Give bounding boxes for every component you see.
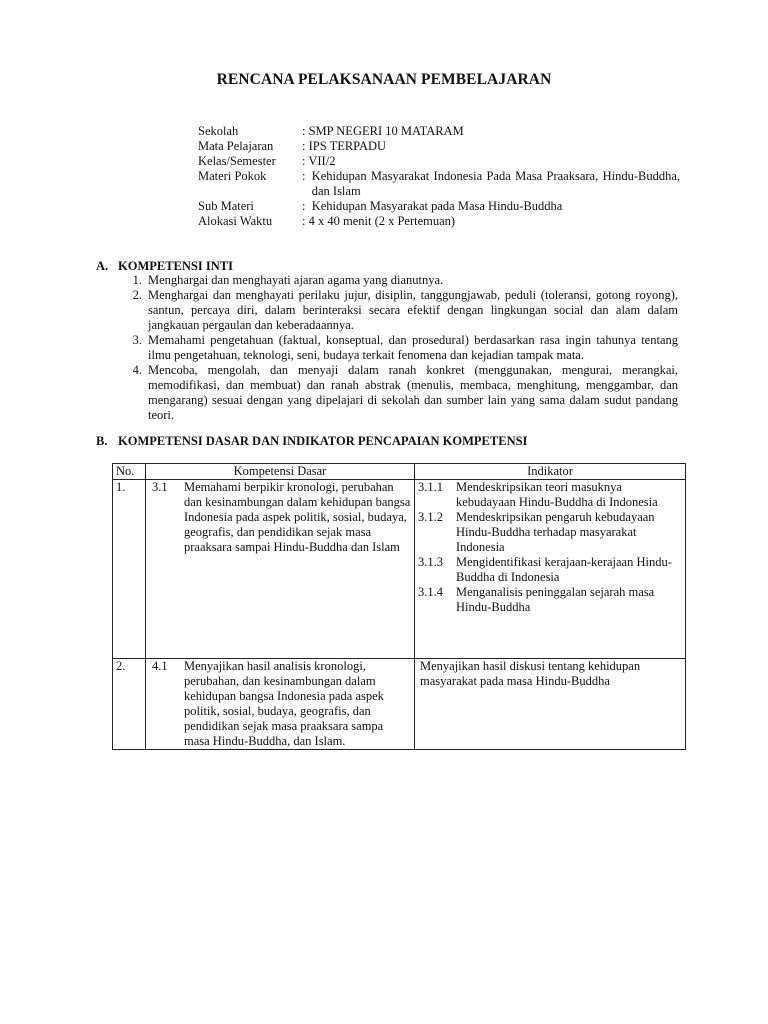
section-b-heading <box>96 434 527 449</box>
row-number: 2. <box>113 659 146 750</box>
info-block <box>198 124 680 229</box>
list-number: 4. <box>132 363 142 377</box>
indicator-text: Menganalisis peninggalan sejarah masa Hindu-Buddha <box>456 585 655 614</box>
info-separator: : <box>302 199 312 213</box>
list-text: Mencoba, mengolah, dan menyaji dalam ranah konkret (menggunakan, mengurai, merangkai, memodifikasi, dan membuat) dan ranah abstrak (menulis, membaca, menghitung, menggambar, dan mengarang) sesuai dengan yang dipelajari di sekolah dan sumber lain yang sama dalam sudut pandang teori. <box>148 363 678 422</box>
indicator-text: Mendeskripsikan teori masuknya kebudayaan Hindu-Buddha di Indonesia <box>456 480 658 509</box>
info-row-mata-pelajaran <box>198 139 680 154</box>
section-letter: A. <box>96 259 109 273</box>
list-number: 3. <box>132 333 142 347</box>
indicator-text: Mengidentifikasi kerajaan-kerajaan Hindu-Buddha di Indonesia <box>456 555 672 584</box>
kompetensi-table <box>112 463 686 750</box>
kompetensi-dasar-cell <box>146 659 415 750</box>
info-label: Kelas/Semester <box>198 154 276 168</box>
list-text: Menghargai dan menghayati ajaran agama yang dianutnya. <box>148 273 444 287</box>
list-item <box>96 363 678 423</box>
list-item <box>96 288 678 333</box>
list-number: 2. <box>132 288 142 302</box>
document-title: RENCANA PELAKSANAAN PEMBELAJARAN <box>216 71 552 88</box>
row-number: 1. <box>113 480 146 659</box>
info-separator: : <box>302 169 312 183</box>
kompetensi-dasar-cell <box>146 480 415 659</box>
kd-code: 3.1 <box>152 480 168 494</box>
indikator-cell <box>415 480 686 659</box>
info-value-text: Kehidupan Masyarakat pada Masa Hindu-Buddha <box>311 199 563 213</box>
info-value: : IPS TERPADU <box>302 139 387 153</box>
table-header-row <box>113 464 686 480</box>
info-value: : 4 x 40 menit (2 x Pertemuan) <box>302 214 456 228</box>
list-text: Menghargai dan menghayati perilaku jujur, disiplin, tanggungjawab, peduli (toleransi, gotong royong), santun, percaya diri, dalam berinteraksi secara efektif dengan lingkungan social dan alam dalam jangkauan pergaulan dan keberadaannya. <box>148 288 678 332</box>
kd-entry <box>149 480 411 555</box>
column-header-kompetensi-dasar: Kompetensi Dasar <box>146 464 415 480</box>
section-title: KOMPETENSI DASAR DAN INDIKATOR PENCAPAIAN KOMPETENSI <box>118 434 528 448</box>
list-item <box>96 333 678 363</box>
info-label: Sekolah <box>198 124 239 138</box>
table-row <box>113 659 686 750</box>
info-label: Mata Pelajaran <box>198 139 274 153</box>
info-value <box>302 199 680 214</box>
kd-entry <box>149 659 411 749</box>
table-row <box>113 480 686 659</box>
indikator-cell <box>415 659 686 750</box>
section-title: KOMPETENSI INTI <box>118 259 233 273</box>
info-row-alokasi-waktu <box>198 214 680 229</box>
section-letter: B. <box>96 434 108 448</box>
info-row-materi-pokok <box>198 169 680 199</box>
indicator-text: Mendeskripsikan pengaruh kebudayaan Hindu-Buddha terhadap masyarakat Indonesia <box>456 510 655 554</box>
list-item <box>96 273 678 288</box>
info-label: Alokasi Waktu <box>198 214 273 228</box>
kd-text: Memahami berpikir kronologi, perubahan dan kesinambungan dalam kehidupan bangsa Indonesia pada aspek politik, sosial, budaya, geografis, dan pendidikan sejak masa praaksara sampai Hindu-Buddha dan Islam <box>184 480 411 554</box>
column-header-no: No. <box>113 464 146 480</box>
kd-code: 4.1 <box>152 659 168 673</box>
indicator-text: Menyajikan hasil diskusi tentang kehidupan masyarakat pada masa Hindu-Buddha <box>420 659 641 688</box>
column-header-indikator: Indikator <box>415 464 686 480</box>
info-value-text: Kehidupan Masyarakat Indonesia Pada Masa Praaksara, Hindu-Buddha, dan Islam <box>311 169 680 198</box>
kd-text: Menyajikan hasil analisis kronologi, perubahan, dan kesinambungan dalam kehidupan bangsa Indonesia pada aspek politik, sosial, budaya, geografis, dan pendidikan sejak masa praaksara sampa masa Hindu-Buddha, dan Islam. <box>184 659 384 748</box>
indicator-item <box>418 480 682 510</box>
info-row-sub-materi <box>198 199 680 214</box>
indicator-code: 3.1.4 <box>418 585 443 599</box>
info-row-kelas-semester <box>198 154 680 169</box>
info-row-sekolah <box>198 124 680 139</box>
indicator-item <box>418 510 682 555</box>
indicator-item <box>418 585 682 615</box>
list-text: Memahami pengetahuan (faktual, konseptual, dan prosedural) berdasarkan rasa ingin tahunya tentang ilmu pengetahuan, teknologi, seni, budaya terkait fenomena dan kejadian tampak mata. <box>148 333 678 362</box>
info-label: Sub Materi <box>198 199 254 213</box>
info-value: : VII/2 <box>302 154 336 168</box>
info-label: Materi Pokok <box>198 169 267 183</box>
indicator-item <box>418 555 682 585</box>
kompetensi-inti-list <box>96 273 678 423</box>
info-value <box>302 169 680 199</box>
indicator-code: 3.1.2 <box>418 510 443 524</box>
indicator-code: 3.1.3 <box>418 555 443 569</box>
info-value: : SMP NEGERI 10 MATARAM <box>302 124 464 138</box>
list-number: 1. <box>132 273 142 287</box>
indicator-code: 3.1.1 <box>418 480 443 494</box>
section-a-heading <box>96 259 233 274</box>
